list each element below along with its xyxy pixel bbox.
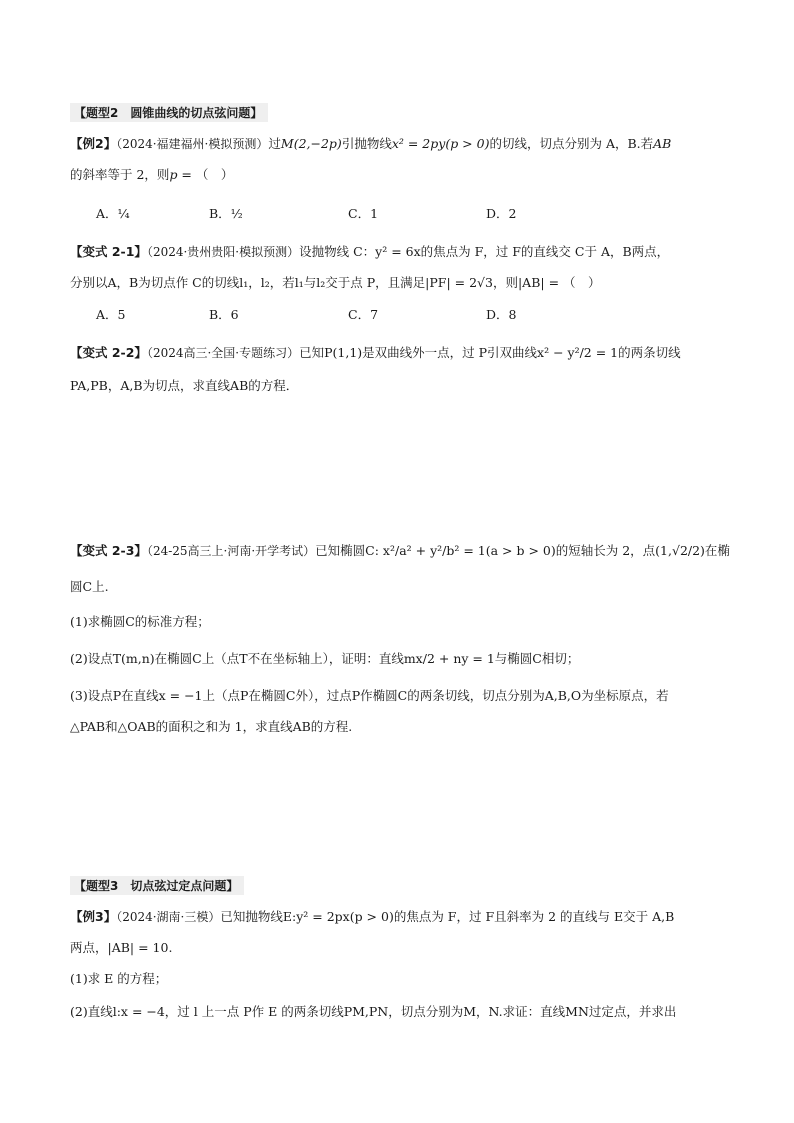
math-point-m: M(2,−2p) bbox=[280, 136, 342, 151]
variant-2-1-line-1 bbox=[70, 242, 669, 260]
text: 已知抛物线E:y² = 2px(p > 0)的焦点为 F，过 F且斜率为 2 的直线与 E交于 A,B bbox=[220, 909, 675, 924]
variant-2-3-question-3-line-2: △PAB和△OAB的面积之和为 1，求直线AB的方程. bbox=[70, 719, 353, 734]
text: = （ ） bbox=[177, 167, 234, 182]
variant-2-3-question-1: (1)求椭圆C的标准方程； bbox=[70, 614, 210, 629]
example-3-question-1: (1)求 E 的方程； bbox=[70, 971, 168, 986]
example-3-line-1 bbox=[70, 907, 674, 925]
text: 的切线，切点分别为 A，B.若 bbox=[489, 136, 654, 151]
variant-2-2-source: （2024高三·全国·专题练习） bbox=[146, 346, 300, 360]
example-2-option-c: C．1 bbox=[348, 206, 379, 221]
variant-2-3-question-2: (2)设点T(m,n)在椭圆C上（点T不在坐标轴上），证明：直线mx/2 + ny = 1与椭圆C相切； bbox=[70, 651, 580, 666]
variant-2-3-line-1 bbox=[70, 541, 730, 559]
example-2-option-d: D．2 bbox=[486, 206, 517, 221]
example-3-source: （2024·湖南·三模） bbox=[116, 910, 221, 924]
example-3-question-2: (2)直线l:x = −4，过 l 上一点 P作 E 的两条切线PM,PN，切点分别为M，N.求证：直线MN过定点，并求出 bbox=[70, 1004, 677, 1019]
section-2-heading: 【题型2 圆锥曲线的切点弦问题】 bbox=[70, 103, 268, 122]
variant-2-3-label: 【变式 2-3】 bbox=[70, 543, 147, 558]
variant-2-1-option-a: A．5 bbox=[96, 307, 126, 322]
math-parabola: x² = 2py(p > 0) bbox=[391, 136, 490, 151]
variant-2-1-option-b: B．6 bbox=[209, 307, 239, 322]
example-2-line-2 bbox=[70, 165, 233, 183]
example-3-label: 【例3】 bbox=[70, 909, 117, 924]
text: 引抛物线 bbox=[341, 136, 392, 151]
example-2-source: （2024·福建福州·模拟预测） bbox=[116, 137, 269, 151]
variant-2-3-question-3-line-1: (3)设点P在直线x = −1上（点P在椭圆C外），过点P作椭圆C的两条切线，切点分别为A,B,O为坐标原点，若 bbox=[70, 688, 669, 703]
text: 的斜率等于 2，则 bbox=[70, 167, 170, 182]
variant-2-2-line-1 bbox=[70, 343, 681, 361]
variant-2-2-line-2: PA,PB，A,B为切点，求直线AB的方程． bbox=[70, 378, 299, 393]
variant-2-1-label: 【变式 2-1】 bbox=[70, 244, 147, 259]
text: 设抛物线 C：y² = 6x的焦点为 F，过 F的直线交 C于 A，B两点， bbox=[299, 244, 670, 259]
section-3-heading: 【题型3 切点弦过定点问题】 bbox=[70, 876, 244, 895]
example-2-option-a: A．¼ bbox=[96, 206, 130, 221]
text: 已知椭圆C: x²/a² + y²/b² = 1(a > b > 0)的短轴长为 2，点(1,√2/2)在椭 bbox=[315, 543, 730, 558]
example-3-line-2: 两点，|AB| = 10. bbox=[70, 940, 173, 955]
math-ab: AB bbox=[653, 136, 672, 151]
example-2-label: 【例2】 bbox=[70, 136, 117, 151]
text: 过 bbox=[268, 136, 281, 151]
variant-2-3-source: （24-25高三上·河南·开学考试） bbox=[146, 544, 316, 558]
math-p: p bbox=[169, 167, 178, 182]
variant-2-1-line-2: 分别以A，B为切点作 C的切线l₁，l₂，若l₁与l₂交于点 P，且满足|PF| = 2√3，则|AB| = （ ） bbox=[70, 275, 601, 290]
variant-2-3-line-2: 圆C上. bbox=[70, 579, 109, 594]
example-2-option-b: B．½ bbox=[209, 206, 243, 221]
text: 已知P(1,1)是双曲线外一点，过 P引双曲线x² − y²/2 = 1的两条切线 bbox=[299, 345, 681, 360]
variant-2-1-source: （2024·贵州贵阳·模拟预测） bbox=[146, 245, 300, 259]
example-2-line-1 bbox=[70, 134, 671, 152]
variant-2-1-option-c: C．7 bbox=[348, 307, 379, 322]
variant-2-1-option-d: D．8 bbox=[486, 307, 517, 322]
variant-2-2-label: 【变式 2-2】 bbox=[70, 345, 147, 360]
